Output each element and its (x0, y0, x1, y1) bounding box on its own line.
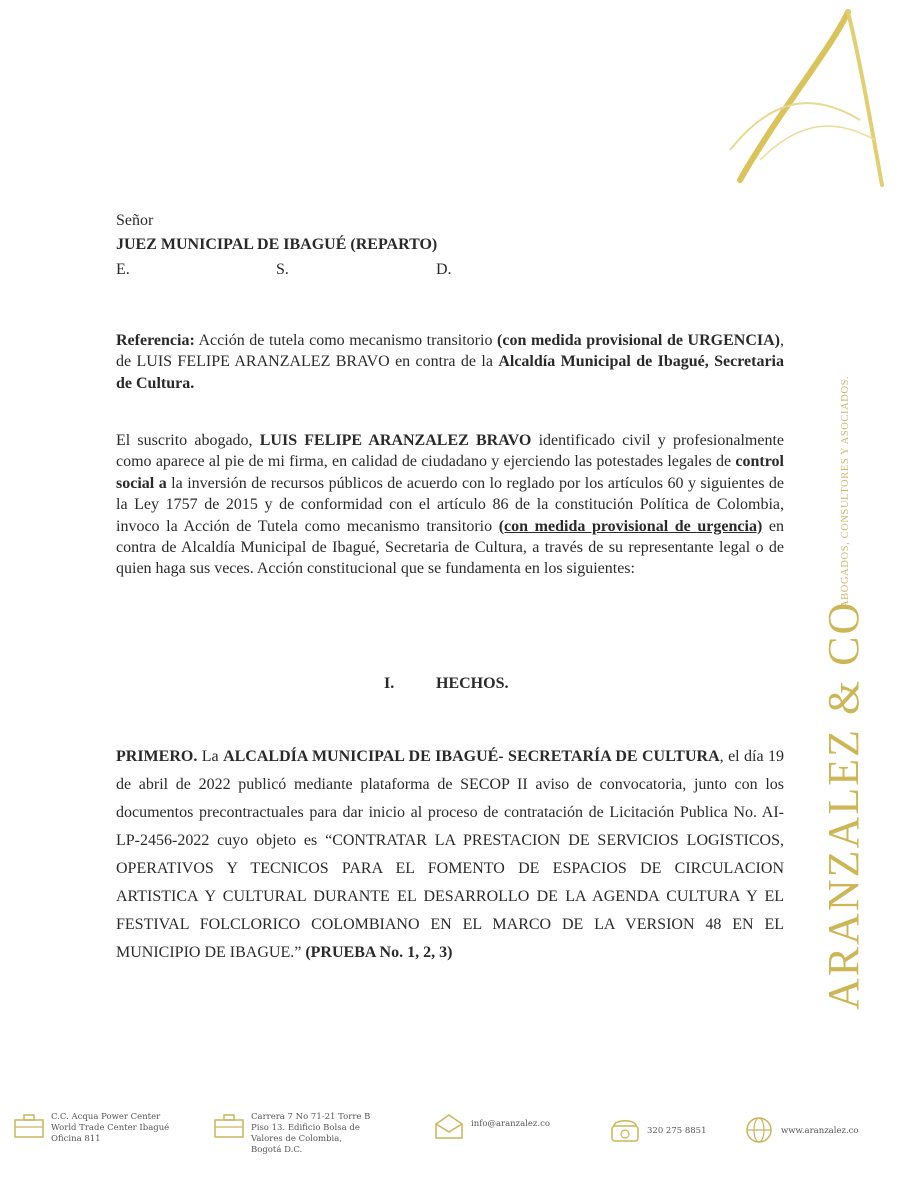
globe-icon (742, 1116, 776, 1144)
building-icon (12, 1112, 46, 1140)
intro-paragraph: El suscrito abogado, LUIS FELIPE ARANZALEZ BRAVO identificado civil y profesionalmente como aparece al pie de mi firma, en calidad de ciudadano y ejerciendo las potestades legales de control social a la inversión de recursos públicos de acuerdo con lo reglado por los artículos 60 y siguientes de la Ley 1757 de 2015 y de conformidad con el artículo 86 de la constitución Política de Colombia, invoco la Acción de Tutela como mecanismo transitorio (con medida provisional de urgencia) en contra de Alcaldía Municipal de Ibagué, Secretaria de Cultura, a través de su representante legal o de quien haga sus veces. Acción constitucional que se fundamenta en los siguientes: (116, 432, 785, 578)
phone-icon (608, 1116, 642, 1144)
lawyer-name: LUIS FELIPE ARANZALEZ BRAVO (259, 432, 532, 449)
brand-name-vertical: ARANZALEZ & CO (819, 600, 868, 1010)
recipient: JUEZ MUNICIPAL DE IBAGUÉ (REPARTO) (116, 236, 438, 253)
salutation: Señor (116, 212, 154, 229)
esd-e: E. (116, 261, 130, 278)
footer-phone: 320 275 8851 (608, 1116, 706, 1144)
footer (0, 1104, 906, 1164)
primero-label: PRIMERO. (116, 748, 198, 765)
building-icon (212, 1112, 246, 1140)
footer-email: info@aranzalez.co (432, 1112, 550, 1140)
prueba-ref: (PRUEBA No. 1, 2, 3) (305, 944, 453, 961)
footer-office-bogota: Carrera 7 No 71-21 Torre B Piso 13. Edificio Bolsa de Valores de Colombia, Bogotá D.C. (212, 1112, 370, 1156)
reference-label: Referencia: (116, 332, 195, 349)
mail-icon (432, 1112, 466, 1140)
brand-logo-a (700, 0, 890, 200)
section-heading: I. HECHOS. (384, 675, 509, 692)
esd-d: D. (436, 261, 452, 278)
footer-office-ibague: C.C. Acqua Power Center World Trade Center Ibagué Oficina 811 (12, 1112, 169, 1145)
reference-paragraph: Referencia: Acción de tutela como mecanismo transitorio (con medida provisional de URGENCIA), de LUIS FELIPE ARANZALEZ BRAVO en contra de la Alcaldía Municipal de Ibagué, Secretaria de Cultura. (116, 332, 785, 392)
footer-web: www.aranzalez.co (742, 1116, 859, 1144)
brand-tagline: ABOGADOS, CONSULTORES Y ASOCIADOS. (840, 375, 851, 608)
primero-paragraph: PRIMERO. La ALCALDÍA MUNICIPAL DE IBAGUÉ- SECRETARÍA DE CULTURA, el día 19 de abril de 2022 publicó mediante plataforma de SECOP II aviso de convocatoria, junto con los documentos precontractuales para dar inicio al proceso de contratación de Licitación Publica No. AI-LP-2456-2022 cuyo objeto es “CONTRATAR LA PRESTACION DE SERVICIOS LOGISTICOS, OPERATIVOS Y TECNICOS PARA EL FOMENTO DE ESPACIOS DE CIRCULACION ARTISTICA Y CULTURAL DURANTE EL DESARROLLO DE LA AGENDA CULTURA Y EL FESTIVAL FOLCLORICO COLOMBIANO EN EL MARCO DE LA VERSION 48 EN EL MUNICIPIO DE IBAGUE.” (PRUEBA No. 1, 2, 3) (116, 748, 785, 961)
esd-s: S. (276, 261, 289, 278)
